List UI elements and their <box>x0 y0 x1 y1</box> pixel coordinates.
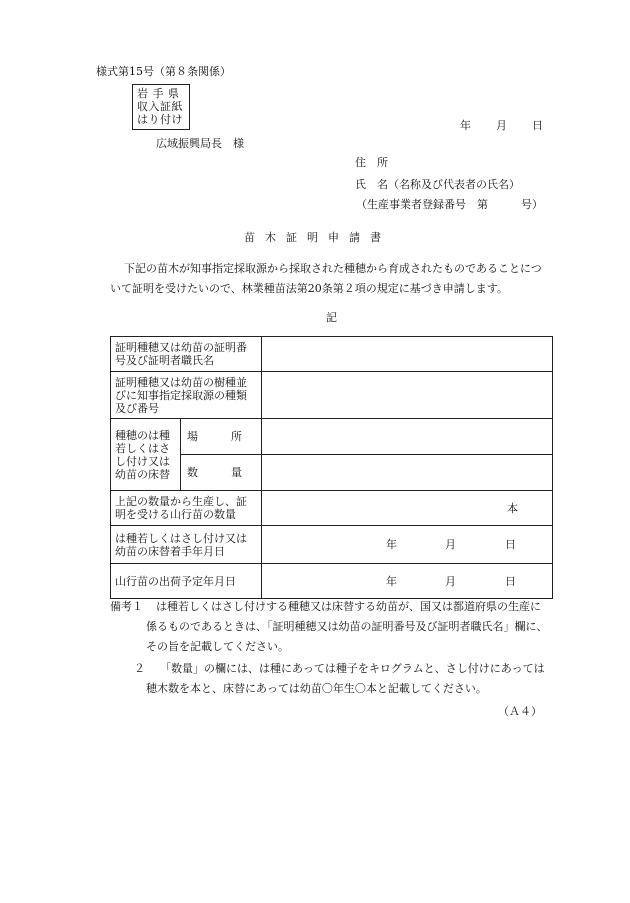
form-number: 様式第15号（第８条関係） <box>96 65 231 78</box>
table-row <box>111 491 553 526</box>
address-label: 住 所 <box>355 156 388 169</box>
place-field[interactable] <box>262 419 553 455</box>
species-label: 証明種穂又は幼苗の樹種並 びに知事指定採取源の種類 及び番号 <box>111 372 262 419</box>
start-date-label: は種若しくはさし付け又は 幼苗の床替着手年月日 <box>111 526 262 564</box>
ship-year: 年 <box>386 575 397 588</box>
body-line-2: いて証明を受けたいので、林業種苗法第20条第２項の規定に基づき申請します。 <box>110 282 508 295</box>
ship-month: 月 <box>445 575 456 588</box>
table-row <box>111 564 553 599</box>
seedling-count-field[interactable] <box>262 491 553 526</box>
name-label: 氏 名（名称及び代表者の氏名） <box>355 178 520 191</box>
seeding-group-label: 種穂のは種 若しくはさ し付け又は 幼苗の床替 <box>111 419 181 491</box>
unit-hon: 本 <box>507 501 518 515</box>
revenue-stamp-box <box>132 84 190 130</box>
note-1-line-3: その旨を記載してください。 <box>146 640 289 653</box>
quantity-field[interactable] <box>262 455 553 491</box>
registration-label: （生産事業者登録番号 第 号） <box>356 198 543 211</box>
ship-day: 日 <box>505 575 516 588</box>
start-date-field[interactable] <box>262 526 553 564</box>
species-field[interactable] <box>262 372 553 419</box>
application-table <box>110 336 553 599</box>
note-2-line-2: 穂木数を本と、床替にあっては幼苗〇年生〇本と記載してください。 <box>146 682 487 695</box>
seedling-count-label: 上記の数量から生産し、証 明を受ける山行苗の数量 <box>111 491 262 526</box>
note-1-prefix: 備考１ <box>110 600 143 613</box>
cert-number-label: 証明種穂又は幼苗の証明番 号及び証明者職氏名 <box>111 337 262 372</box>
table-row <box>111 419 553 455</box>
shipment-date-label: 山行苗の出荷予定年月日 <box>111 564 262 599</box>
place-label: 場 所 <box>181 419 262 455</box>
note-2-line-1: 「数量」の欄には、は種にあっては種子をキログラムと、さし付けにあっては <box>160 662 545 675</box>
date-month: 月 <box>496 119 507 132</box>
table-row <box>111 372 553 419</box>
paper-size: （Ａ４） <box>498 705 542 718</box>
table-row <box>111 337 553 372</box>
date-day: 日 <box>532 119 543 132</box>
date-year: 年 <box>460 119 471 132</box>
document-title: 苗木証明申請書 <box>244 231 391 244</box>
ki-heading: 記 <box>326 311 337 324</box>
stamp-line-3: はり付け <box>137 113 183 126</box>
table-row <box>111 526 553 564</box>
note-1-line-2: 係るものであるときは、「証明種穂又は幼苗の証明番号及び証明者職氏名」欄に、 <box>146 620 548 633</box>
note-1-line-1: は種若しくはさし付けする種穂又は床替する幼苗が、国又は都道府県の生産に <box>156 600 541 613</box>
note-2-prefix: ２ <box>134 662 145 675</box>
quantity-label: 数 量 <box>181 455 262 491</box>
start-day: 日 <box>505 538 516 551</box>
shipment-date-field[interactable] <box>262 564 553 599</box>
stamp-line-1: 岩 手 県 <box>137 87 180 100</box>
cert-number-field[interactable] <box>262 337 553 372</box>
start-month: 月 <box>445 538 456 551</box>
start-year: 年 <box>386 538 397 551</box>
body-line-1: 下記の苗木が知事指定採取源から採取された種穂から育成されたものであることにつ <box>124 262 542 275</box>
addressee: 広域振興局長 様 <box>156 137 244 150</box>
stamp-line-2: 収入証紙 <box>137 100 183 113</box>
